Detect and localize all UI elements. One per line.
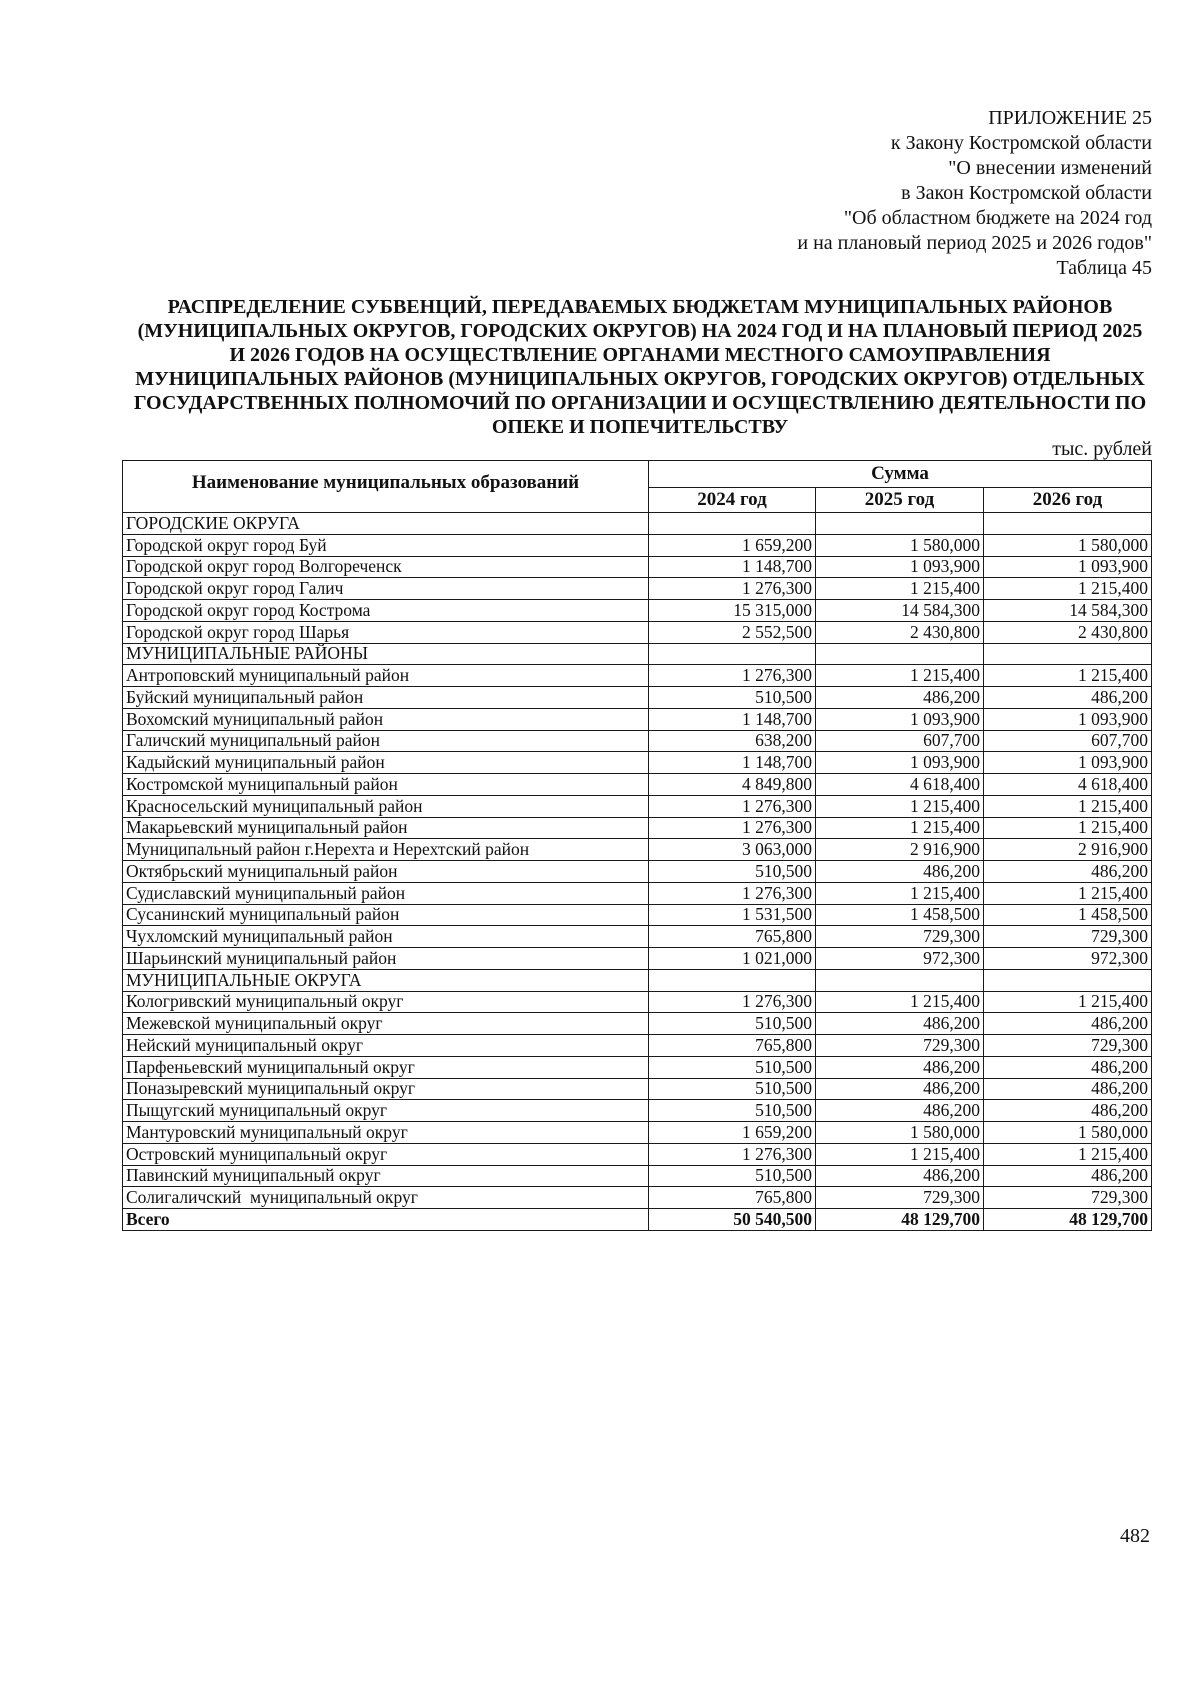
table-row (123, 665, 1152, 687)
amount-2024: 1 276,300 (649, 578, 816, 600)
table-row (123, 774, 1152, 796)
section-row (123, 513, 1152, 535)
amount-2025: 486,200 (816, 1165, 984, 1187)
municipality-name: Мантуровский муниципальный округ (123, 1122, 649, 1144)
amount-2026: 729,300 (984, 1187, 1152, 1209)
amount-2026: 1 093,900 (984, 752, 1152, 774)
appendix-header-line: Таблица 45 (1056, 257, 1152, 279)
amount-2025: 14 584,300 (816, 600, 984, 622)
empty-cell (816, 513, 984, 535)
municipality-name: Галичский муниципальный район (123, 730, 649, 752)
amount-2026: 1 215,400 (984, 1143, 1152, 1165)
municipality-name: Чухломский муниципальный район (123, 926, 649, 948)
municipality-name: Октябрьский муниципальный район (123, 861, 649, 883)
table-row (123, 708, 1152, 730)
table-row (123, 687, 1152, 709)
amount-2024: 765,800 (649, 926, 816, 948)
municipality-name: Судиславский муниципальный район (123, 882, 649, 904)
amount-2025: 486,200 (816, 1056, 984, 1078)
empty-cell (984, 513, 1152, 535)
section-title: ГОРОДСКИЕ ОКРУГА (123, 513, 649, 535)
amount-2025: 486,200 (816, 1100, 984, 1122)
amount-2025: 1 215,400 (816, 882, 984, 904)
table-row (123, 1187, 1152, 1209)
amount-2025: 1 215,400 (816, 817, 984, 839)
amount-2024: 510,500 (649, 1078, 816, 1100)
table-row (123, 730, 1152, 752)
table-row (123, 556, 1152, 578)
amount-2024: 1 148,700 (649, 752, 816, 774)
subvention-table (122, 460, 1152, 1231)
amount-2026: 607,700 (984, 730, 1152, 752)
amount-2025: 486,200 (816, 861, 984, 883)
amount-2026: 1 580,000 (984, 1122, 1152, 1144)
amount-2025: 1 093,900 (816, 752, 984, 774)
document-title-line: РАСПРЕДЕЛЕНИЕ СУБВЕНЦИЙ, ПЕРЕДАВАЕМЫХ БЮДЖЕТАМ МУНИЦИПАЛЬНЫХ РАЙОНОВ (167, 296, 1113, 318)
table-row (123, 621, 1152, 643)
municipality-name: Муниципальный район г.Нерехта и Нерехтский район (123, 839, 649, 861)
amount-2025: 729,300 (816, 1187, 984, 1209)
table-row (123, 1056, 1152, 1078)
amount-2025: 1 093,900 (816, 556, 984, 578)
column-header-2025: 2025 год (816, 488, 984, 513)
section-row (123, 969, 1152, 991)
amount-2025: 1 215,400 (816, 1143, 984, 1165)
amount-2024: 1 276,300 (649, 1143, 816, 1165)
table-row (123, 1078, 1152, 1100)
amount-2024: 510,500 (649, 687, 816, 709)
amount-2026: 729,300 (984, 1035, 1152, 1057)
table-row (123, 534, 1152, 556)
amount-2025: 1 215,400 (816, 578, 984, 600)
amount-2026: 1 215,400 (984, 991, 1152, 1013)
amount-2025: 1 580,000 (816, 534, 984, 556)
amount-2024: 765,800 (649, 1035, 816, 1057)
amount-2024: 1 276,300 (649, 882, 816, 904)
document-title (100, 295, 1180, 439)
municipality-name: Нейский муниципальный округ (123, 1035, 649, 1057)
document-title-line: ГОСУДАРСТВЕННЫХ ПОЛНОМОЧИЙ ПО ОРГАНИЗАЦИИ И ОСУЩЕСТВЛЕНИЮ ДЕЯТЕЛЬНОСТИ ПО (133, 392, 1147, 414)
empty-cell (649, 969, 816, 991)
amount-2025: 486,200 (816, 687, 984, 709)
table-row (123, 991, 1152, 1013)
amount-2026: 2 430,800 (984, 621, 1152, 643)
amount-2026: 1 093,900 (984, 708, 1152, 730)
amount-2024: 765,800 (649, 1187, 816, 1209)
appendix-header-line: к Закону Костромской области (890, 132, 1152, 154)
amount-2024: 15 315,000 (649, 600, 816, 622)
municipality-name: Городской округ город Галич (123, 578, 649, 600)
document-title-line: ОПЕКЕ И ПОПЕЧИТЕЛЬСТВУ (491, 416, 789, 438)
amount-2024: 1 531,500 (649, 904, 816, 926)
amount-2026: 1 215,400 (984, 578, 1152, 600)
municipality-name: Сусанинский муниципальный район (123, 904, 649, 926)
amount-2024: 510,500 (649, 1165, 816, 1187)
municipality-name: Островский муниципальный округ (123, 1143, 649, 1165)
amount-2024: 638,200 (649, 730, 816, 752)
amount-2026: 1 215,400 (984, 817, 1152, 839)
empty-cell (649, 513, 816, 535)
amount-2025: 729,300 (816, 926, 984, 948)
municipality-name: Костромской муниципальный район (123, 774, 649, 796)
amount-2026: 2 916,900 (984, 839, 1152, 861)
municipality-name: Буйский муниципальный район (123, 687, 649, 709)
amount-2024: 2 552,500 (649, 621, 816, 643)
table-row (123, 1122, 1152, 1144)
total-2025: 48 129,700 (816, 1209, 984, 1231)
empty-cell (816, 643, 984, 665)
table-row (123, 861, 1152, 883)
table-header-row (123, 461, 1152, 488)
total-2026: 48 129,700 (984, 1209, 1152, 1231)
amount-2025: 1 580,000 (816, 1122, 984, 1144)
amount-2026: 486,200 (984, 1165, 1152, 1187)
municipality-name: Поназыревский муниципальный округ (123, 1078, 649, 1100)
amount-2026: 4 618,400 (984, 774, 1152, 796)
municipality-name: Парфеньевский муниципальный округ (123, 1056, 649, 1078)
units-label: тыс. рублей (1052, 438, 1152, 460)
empty-cell (984, 643, 1152, 665)
amount-2025: 1 093,900 (816, 708, 984, 730)
amount-2026: 486,200 (984, 861, 1152, 883)
total-row (123, 1209, 1152, 1231)
amount-2026: 14 584,300 (984, 600, 1152, 622)
column-header-name: Наименование муниципальных образований (123, 461, 649, 513)
amount-2025: 2 430,800 (816, 621, 984, 643)
table-row (123, 839, 1152, 861)
municipality-name: Пыщугский муниципальный округ (123, 1100, 649, 1122)
appendix-header-line: ПРИЛОЖЕНИЕ 25 (988, 107, 1152, 129)
amount-2026: 1 215,400 (984, 795, 1152, 817)
table-row (123, 926, 1152, 948)
amount-2026: 486,200 (984, 1056, 1152, 1078)
column-header-sum: Сумма (649, 461, 1152, 488)
document-title-line: МУНИЦИПАЛЬНЫХ РАЙОНОВ (МУНИЦИПАЛЬНЫХ ОКРУГОВ, ГОРОДСКИХ ОКРУГОВ) ОТДЕЛЬНЫХ (135, 368, 1145, 390)
section-title: МУНИЦИПАЛЬНЫЕ РАЙОНЫ (123, 643, 649, 665)
table-row (123, 752, 1152, 774)
amount-2024: 1 276,300 (649, 795, 816, 817)
empty-cell (816, 969, 984, 991)
total-2024: 50 540,500 (649, 1209, 816, 1231)
appendix-header-line: "О внесении изменений (948, 157, 1152, 179)
table-row (123, 948, 1152, 970)
amount-2025: 4 618,400 (816, 774, 984, 796)
amount-2025: 972,300 (816, 948, 984, 970)
amount-2024: 1 148,700 (649, 708, 816, 730)
empty-cell (649, 643, 816, 665)
empty-cell (984, 969, 1152, 991)
table-row (123, 1100, 1152, 1122)
appendix-header-line: "Об областном бюджете на 2024 год (843, 207, 1152, 229)
municipality-name: Вохомский муниципальный район (123, 708, 649, 730)
amount-2026: 1 215,400 (984, 882, 1152, 904)
amount-2026: 486,200 (984, 687, 1152, 709)
amount-2025: 607,700 (816, 730, 984, 752)
table-row (123, 578, 1152, 600)
amount-2024: 510,500 (649, 1056, 816, 1078)
page-number: 482 (1120, 1525, 1150, 1547)
municipality-name: Кологривский муниципальный округ (123, 991, 649, 1013)
amount-2024: 1 276,300 (649, 665, 816, 687)
table-row (123, 882, 1152, 904)
amount-2026: 486,200 (984, 1100, 1152, 1122)
appendix-header-line: и на плановый период 2025 и 2026 годов" (797, 232, 1152, 254)
municipality-name: Межевской муниципальный округ (123, 1013, 649, 1035)
municipality-name: Городской округ город Волгореченск (123, 556, 649, 578)
amount-2025: 1 458,500 (816, 904, 984, 926)
amount-2025: 729,300 (816, 1035, 984, 1057)
amount-2024: 1 276,300 (649, 991, 816, 1013)
amount-2026: 1 093,900 (984, 556, 1152, 578)
amount-2024: 510,500 (649, 1013, 816, 1035)
municipality-name: Антроповский муниципальный район (123, 665, 649, 687)
section-row (123, 643, 1152, 665)
municipality-name: Красносельский муниципальный район (123, 795, 649, 817)
section-title: МУНИЦИПАЛЬНЫЕ ОКРУГА (123, 969, 649, 991)
amount-2024: 1 276,300 (649, 817, 816, 839)
table-row (123, 1165, 1152, 1187)
amount-2024: 1 659,200 (649, 534, 816, 556)
municipality-name: Кадыйский муниципальный район (123, 752, 649, 774)
table-row (123, 904, 1152, 926)
table-row (123, 1143, 1152, 1165)
amount-2025: 486,200 (816, 1078, 984, 1100)
amount-2026: 1 580,000 (984, 534, 1152, 556)
document-title-line: (МУНИЦИПАЛЬНЫХ ОКРУГОВ, ГОРОДСКИХ ОКРУГОВ) НА 2024 ГОД И НА ПЛАНОВЫЙ ПЕРИОД 2025 (137, 320, 1143, 342)
amount-2025: 1 215,400 (816, 665, 984, 687)
table-row (123, 1035, 1152, 1057)
amount-2024: 510,500 (649, 861, 816, 883)
municipality-name: Городской округ город Кострома (123, 600, 649, 622)
municipality-name: Городской округ город Шарья (123, 621, 649, 643)
municipality-name: Павинский муниципальный округ (123, 1165, 649, 1187)
municipality-name: Городской округ город Буй (123, 534, 649, 556)
amount-2026: 1 458,500 (984, 904, 1152, 926)
table-row (123, 1013, 1152, 1035)
table-row (123, 600, 1152, 622)
amount-2024: 510,500 (649, 1100, 816, 1122)
municipality-name: Шарьинский муниципальный район (123, 948, 649, 970)
amount-2025: 1 215,400 (816, 991, 984, 1013)
amount-2026: 729,300 (984, 926, 1152, 948)
amount-2026: 486,200 (984, 1078, 1152, 1100)
table-row (123, 817, 1152, 839)
column-header-2026: 2026 год (984, 488, 1152, 513)
amount-2026: 972,300 (984, 948, 1152, 970)
amount-2024: 1 659,200 (649, 1122, 816, 1144)
appendix-header-line: в Закон Костромской области (901, 182, 1152, 204)
amount-2024: 4 849,800 (649, 774, 816, 796)
municipality-name: Макарьевский муниципальный район (123, 817, 649, 839)
amount-2024: 3 063,000 (649, 839, 816, 861)
amount-2024: 1 148,700 (649, 556, 816, 578)
municipality-name: Солигаличский муниципальный округ (123, 1187, 649, 1209)
amount-2024: 1 021,000 (649, 948, 816, 970)
total-label: Всего (123, 1209, 649, 1231)
amount-2025: 2 916,900 (816, 839, 984, 861)
appendix-header (797, 106, 1152, 281)
amount-2025: 1 215,400 (816, 795, 984, 817)
amount-2026: 1 215,400 (984, 665, 1152, 687)
amount-2026: 486,200 (984, 1013, 1152, 1035)
table-row (123, 795, 1152, 817)
amount-2025: 486,200 (816, 1013, 984, 1035)
column-header-2024: 2024 год (649, 488, 816, 513)
document-title-line: И 2026 ГОДОВ НА ОСУЩЕСТВЛЕНИЕ ОРГАНАМИ МЕСТНОГО САМОУПРАВЛЕНИЯ (229, 344, 1051, 366)
